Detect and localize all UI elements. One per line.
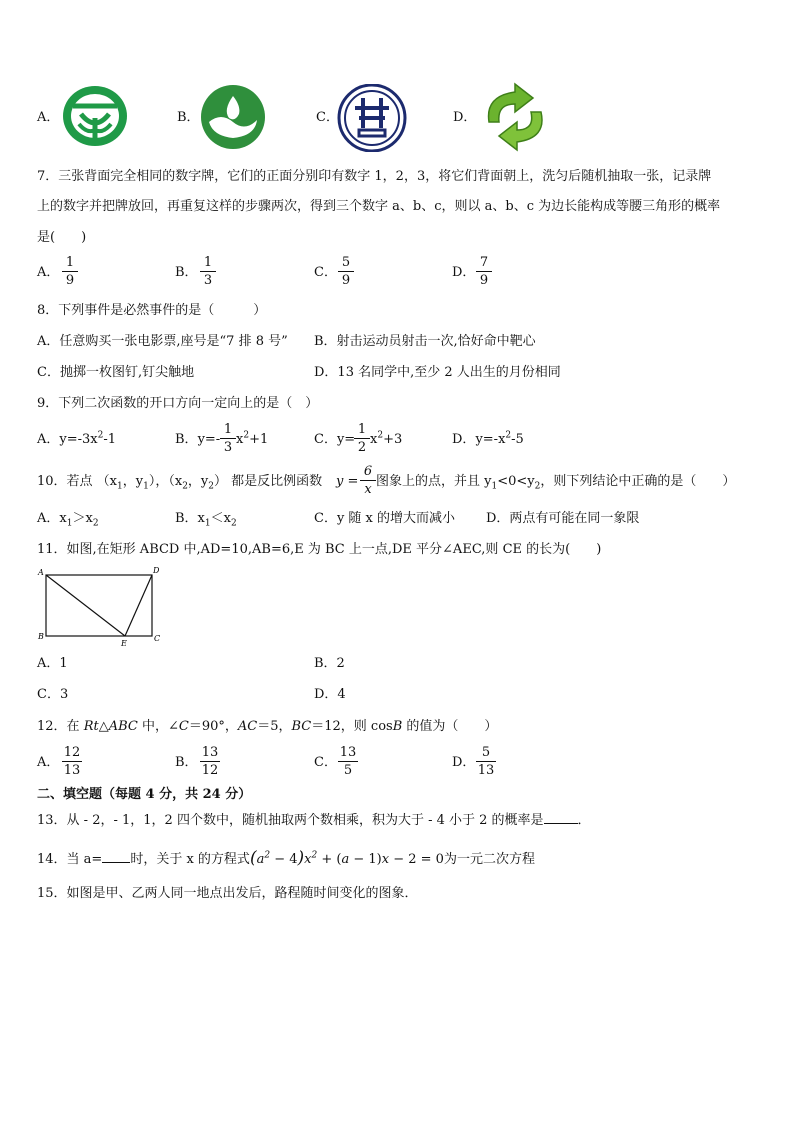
text: 10．若点 （x — [37, 474, 118, 489]
numerator: 1 — [65, 255, 75, 270]
text: ），（x — [148, 474, 183, 489]
q10-option-a — [37, 511, 99, 529]
q10-stem-part2 — [376, 474, 736, 492]
q7-stem-line1: 7．三张背面完全相同的数字牌，它们的正面分别印有数字 1，2，3，将它们背面朝上，洗匀后随机抽取一张，记录牌 — [37, 169, 712, 184]
text: 为一元二次方程 — [443, 852, 535, 867]
text: ＝12，则 cos — [311, 719, 393, 734]
exponent: 2 — [264, 850, 271, 861]
subscript: 2 — [534, 481, 541, 492]
math-var: B — [392, 719, 403, 734]
subscript: 1 — [66, 518, 73, 529]
text: ，y — [122, 474, 144, 489]
q14-stem — [37, 850, 535, 867]
public-transport-logo-icon — [337, 84, 407, 152]
equation — [249, 848, 444, 868]
denominator: 12 — [201, 763, 219, 778]
numerator: 12 — [63, 745, 81, 760]
q12-option-b-fraction — [200, 746, 220, 778]
q8-option-a: A．任意购买一张电影票,座号是“7 排 8 号” — [37, 334, 288, 349]
segment-ae — [46, 575, 125, 636]
expr: y=- — [197, 432, 221, 447]
q6-option-c-label: C． — [316, 110, 339, 125]
expr: y=-3x — [59, 432, 98, 447]
q7-option-a-fraction — [62, 256, 78, 288]
q6-option-b-label: B． — [177, 110, 200, 125]
answer-blank[interactable] — [102, 862, 130, 863]
text: A．x — [37, 511, 67, 526]
math-var: AC — [237, 719, 258, 734]
subscript: 2 — [230, 518, 237, 529]
q11-option-d: D．4 — [314, 687, 346, 702]
vertex-label-c: C — [154, 634, 161, 643]
exponent: 2 — [97, 430, 104, 441]
q12-stem — [37, 720, 497, 733]
text: ＜x — [210, 511, 231, 526]
denominator: 2 — [357, 440, 367, 455]
expr-tail: -1 — [103, 432, 117, 447]
q13-stem — [37, 814, 591, 827]
math-var: ABC — [108, 719, 138, 734]
expr: y= — [336, 432, 356, 447]
math-var: x — [304, 852, 312, 867]
math-var: x — [381, 852, 390, 867]
numerator: 1 — [357, 422, 367, 437]
paren: ) — [297, 848, 305, 868]
recycle-arrows-icon — [475, 82, 555, 152]
vertex-label-b: B — [38, 632, 44, 641]
denominator: 13 — [63, 763, 81, 778]
variable: y — [336, 474, 344, 489]
q9-stem: 9．下列二次函数的开口方向一定向上的是（ ） — [37, 396, 319, 411]
q7-option-b-fraction — [200, 256, 216, 288]
q7-option-b-label: B． — [175, 265, 198, 280]
text: − 1) — [349, 852, 382, 867]
denominator: 9 — [341, 273, 351, 288]
math-var: Rt — [83, 719, 99, 734]
q10-func-fraction — [360, 465, 376, 497]
exponent: 2 — [505, 430, 512, 441]
denominator: x — [364, 482, 372, 497]
text: <0<y — [497, 474, 535, 489]
math-var: C — [178, 719, 189, 734]
q12-option-c-fraction — [338, 746, 358, 778]
text: 13．从 - 2，- 1，1，2 四个数中，随机抽取两个数相乘，积为大于 - 4 小于 2 的概率是 — [37, 813, 544, 828]
math-var: a — [256, 852, 265, 867]
exponent: 2 — [311, 850, 318, 861]
green-food-logo-icon — [61, 84, 129, 148]
option-label: B． — [175, 432, 198, 447]
text: 12．在 — [37, 719, 84, 734]
option-label: C． — [314, 432, 337, 447]
text: ，y — [187, 474, 209, 489]
text: 中，∠ — [137, 719, 179, 734]
math-var: BC — [291, 719, 312, 734]
q9-option-c-fraction — [354, 423, 370, 455]
denominator: 13 — [477, 763, 495, 778]
q10-stem-part1 — [37, 474, 323, 492]
q8-option-d: D．13 名同学中,至少 2 人出生的月份相同 — [314, 365, 561, 380]
exponent: 2 — [243, 430, 250, 441]
answer-blank[interactable] — [544, 823, 578, 824]
text: 的值为（ ） — [402, 719, 498, 734]
q9-option-b-label — [175, 433, 220, 446]
paren: ( — [249, 848, 257, 868]
water-saving-logo-icon — [199, 84, 267, 150]
q9-option-d — [452, 430, 524, 447]
numerator: 13 — [339, 745, 357, 760]
subscript: 1 — [204, 518, 211, 529]
text: 时，关于 x 的方程式 — [130, 852, 250, 867]
exponent: 2 — [377, 430, 384, 441]
subscript: 2 — [208, 481, 215, 492]
subscript: 1 — [117, 481, 123, 492]
denominator: 9 — [65, 273, 75, 288]
vertex-label-e: E — [121, 639, 127, 648]
q9-option-a — [37, 430, 117, 447]
text: ＝90°， — [188, 719, 238, 734]
q12-option-a-label: A． — [37, 755, 60, 770]
option-label: A． — [37, 432, 60, 447]
q7-option-c-label: C． — [314, 265, 337, 280]
numerator: 1 — [203, 255, 213, 270]
q10-option-c: C．y 随 x 的增大而减小 — [314, 511, 456, 526]
q12-option-a-fraction — [62, 746, 82, 778]
segment-de — [125, 575, 152, 636]
equals: = — [347, 474, 359, 489]
text: ＝5， — [257, 719, 292, 734]
q10-func-y — [336, 475, 358, 488]
text: ． — [577, 813, 591, 828]
expr-tail: -5 — [511, 432, 524, 447]
q11-stem: 11．如图,在矩形 ABCD 中,AD=10,AB=6,E 为 BC 上一点,DE 平分∠AEC,则 CE 的长为( ) — [37, 542, 602, 557]
text: ＞x — [72, 511, 93, 526]
subscript: 1 — [143, 481, 149, 492]
numerator: 1 — [223, 422, 233, 437]
option-label: D． — [452, 432, 476, 447]
q10-option-b — [175, 511, 237, 529]
denominator: 3 — [203, 273, 213, 288]
text: 14．当 a= — [37, 852, 103, 867]
q12-option-b-label: B． — [175, 755, 198, 770]
q7-stem-line2: 上的数字并把牌放回，再重复这样的步骤两次，得到三个数字 a、b、c，则以 a、b、c 为边长能构成等腰三角形的概率 — [37, 199, 721, 214]
subscript: 1 — [491, 481, 498, 492]
q9-option-b-tail — [236, 430, 269, 447]
numerator: 7 — [479, 255, 489, 270]
text: ） 都是反比例函数 — [214, 474, 323, 489]
text: − 4 — [270, 852, 298, 867]
q12-option-c-label: C． — [314, 755, 337, 770]
expr: y=-x — [475, 432, 506, 447]
rectangle-abcd — [46, 575, 152, 636]
q7-stem-line3: 是( ) — [37, 230, 87, 245]
q7-option-a-label: A． — [37, 265, 60, 280]
text: − 2 = 0 — [389, 852, 444, 867]
triangle-symbol: △ — [98, 719, 109, 734]
variable: x — [236, 432, 244, 447]
numerator: 5 — [481, 745, 491, 760]
numerator: 6 — [363, 464, 373, 479]
q6-option-a-label: A． — [37, 110, 60, 125]
numerator: 13 — [201, 745, 219, 760]
q11-option-c: C．3 — [37, 687, 69, 702]
text: B．x — [175, 511, 205, 526]
q11-rectangle-figure — [36, 565, 166, 650]
q8-stem: 8．下列事件是必然事件的是（ ） — [37, 303, 267, 318]
variable: x — [370, 432, 378, 447]
q6-option-d-label: D． — [453, 110, 477, 125]
q10-option-d: D．两点有可能在同一象限 — [486, 511, 640, 526]
q12-option-d-fraction — [476, 746, 496, 778]
q12-option-d-label: D． — [452, 755, 476, 770]
math-var: a — [341, 852, 350, 867]
q15-stem: 15．如图是甲、乙两人同一地点出发后，路程随时间变化的图象． — [37, 886, 418, 901]
numerator: 5 — [341, 255, 351, 270]
subscript: 2 — [92, 518, 99, 529]
text: + ( — [317, 852, 342, 867]
q7-option-d-fraction — [476, 256, 492, 288]
q9-option-c-label — [314, 433, 355, 446]
q8-option-c: C．抛掷一枚图钉,钉尖触地 — [37, 365, 195, 380]
q9-option-b-fraction — [220, 423, 236, 455]
q8-option-b: B．射击运动员射击一次,恰好命中靶心 — [314, 334, 536, 349]
denominator: 3 — [223, 440, 233, 455]
q9-option-c-tail — [370, 430, 403, 447]
q11-option-b: B．2 — [314, 656, 345, 671]
subscript: 2 — [182, 481, 188, 492]
vertex-label-a: A — [38, 568, 44, 577]
expr-tail: +1 — [249, 432, 269, 447]
q7-option-d-label: D． — [452, 265, 476, 280]
q7-option-c-fraction — [338, 256, 354, 288]
text: ，则下列结论中正确的是（ ） — [540, 474, 736, 489]
denominator: 5 — [343, 763, 353, 778]
denominator: 9 — [479, 273, 489, 288]
section-title-fill-in: 二、填空题（每题 4 分，共 24 分） — [37, 787, 252, 802]
q11-option-a: A．1 — [37, 656, 68, 671]
expr-tail: +3 — [383, 432, 403, 447]
text: 图象上的点，并且 y — [376, 474, 492, 489]
vertex-label-d: D — [153, 566, 160, 575]
